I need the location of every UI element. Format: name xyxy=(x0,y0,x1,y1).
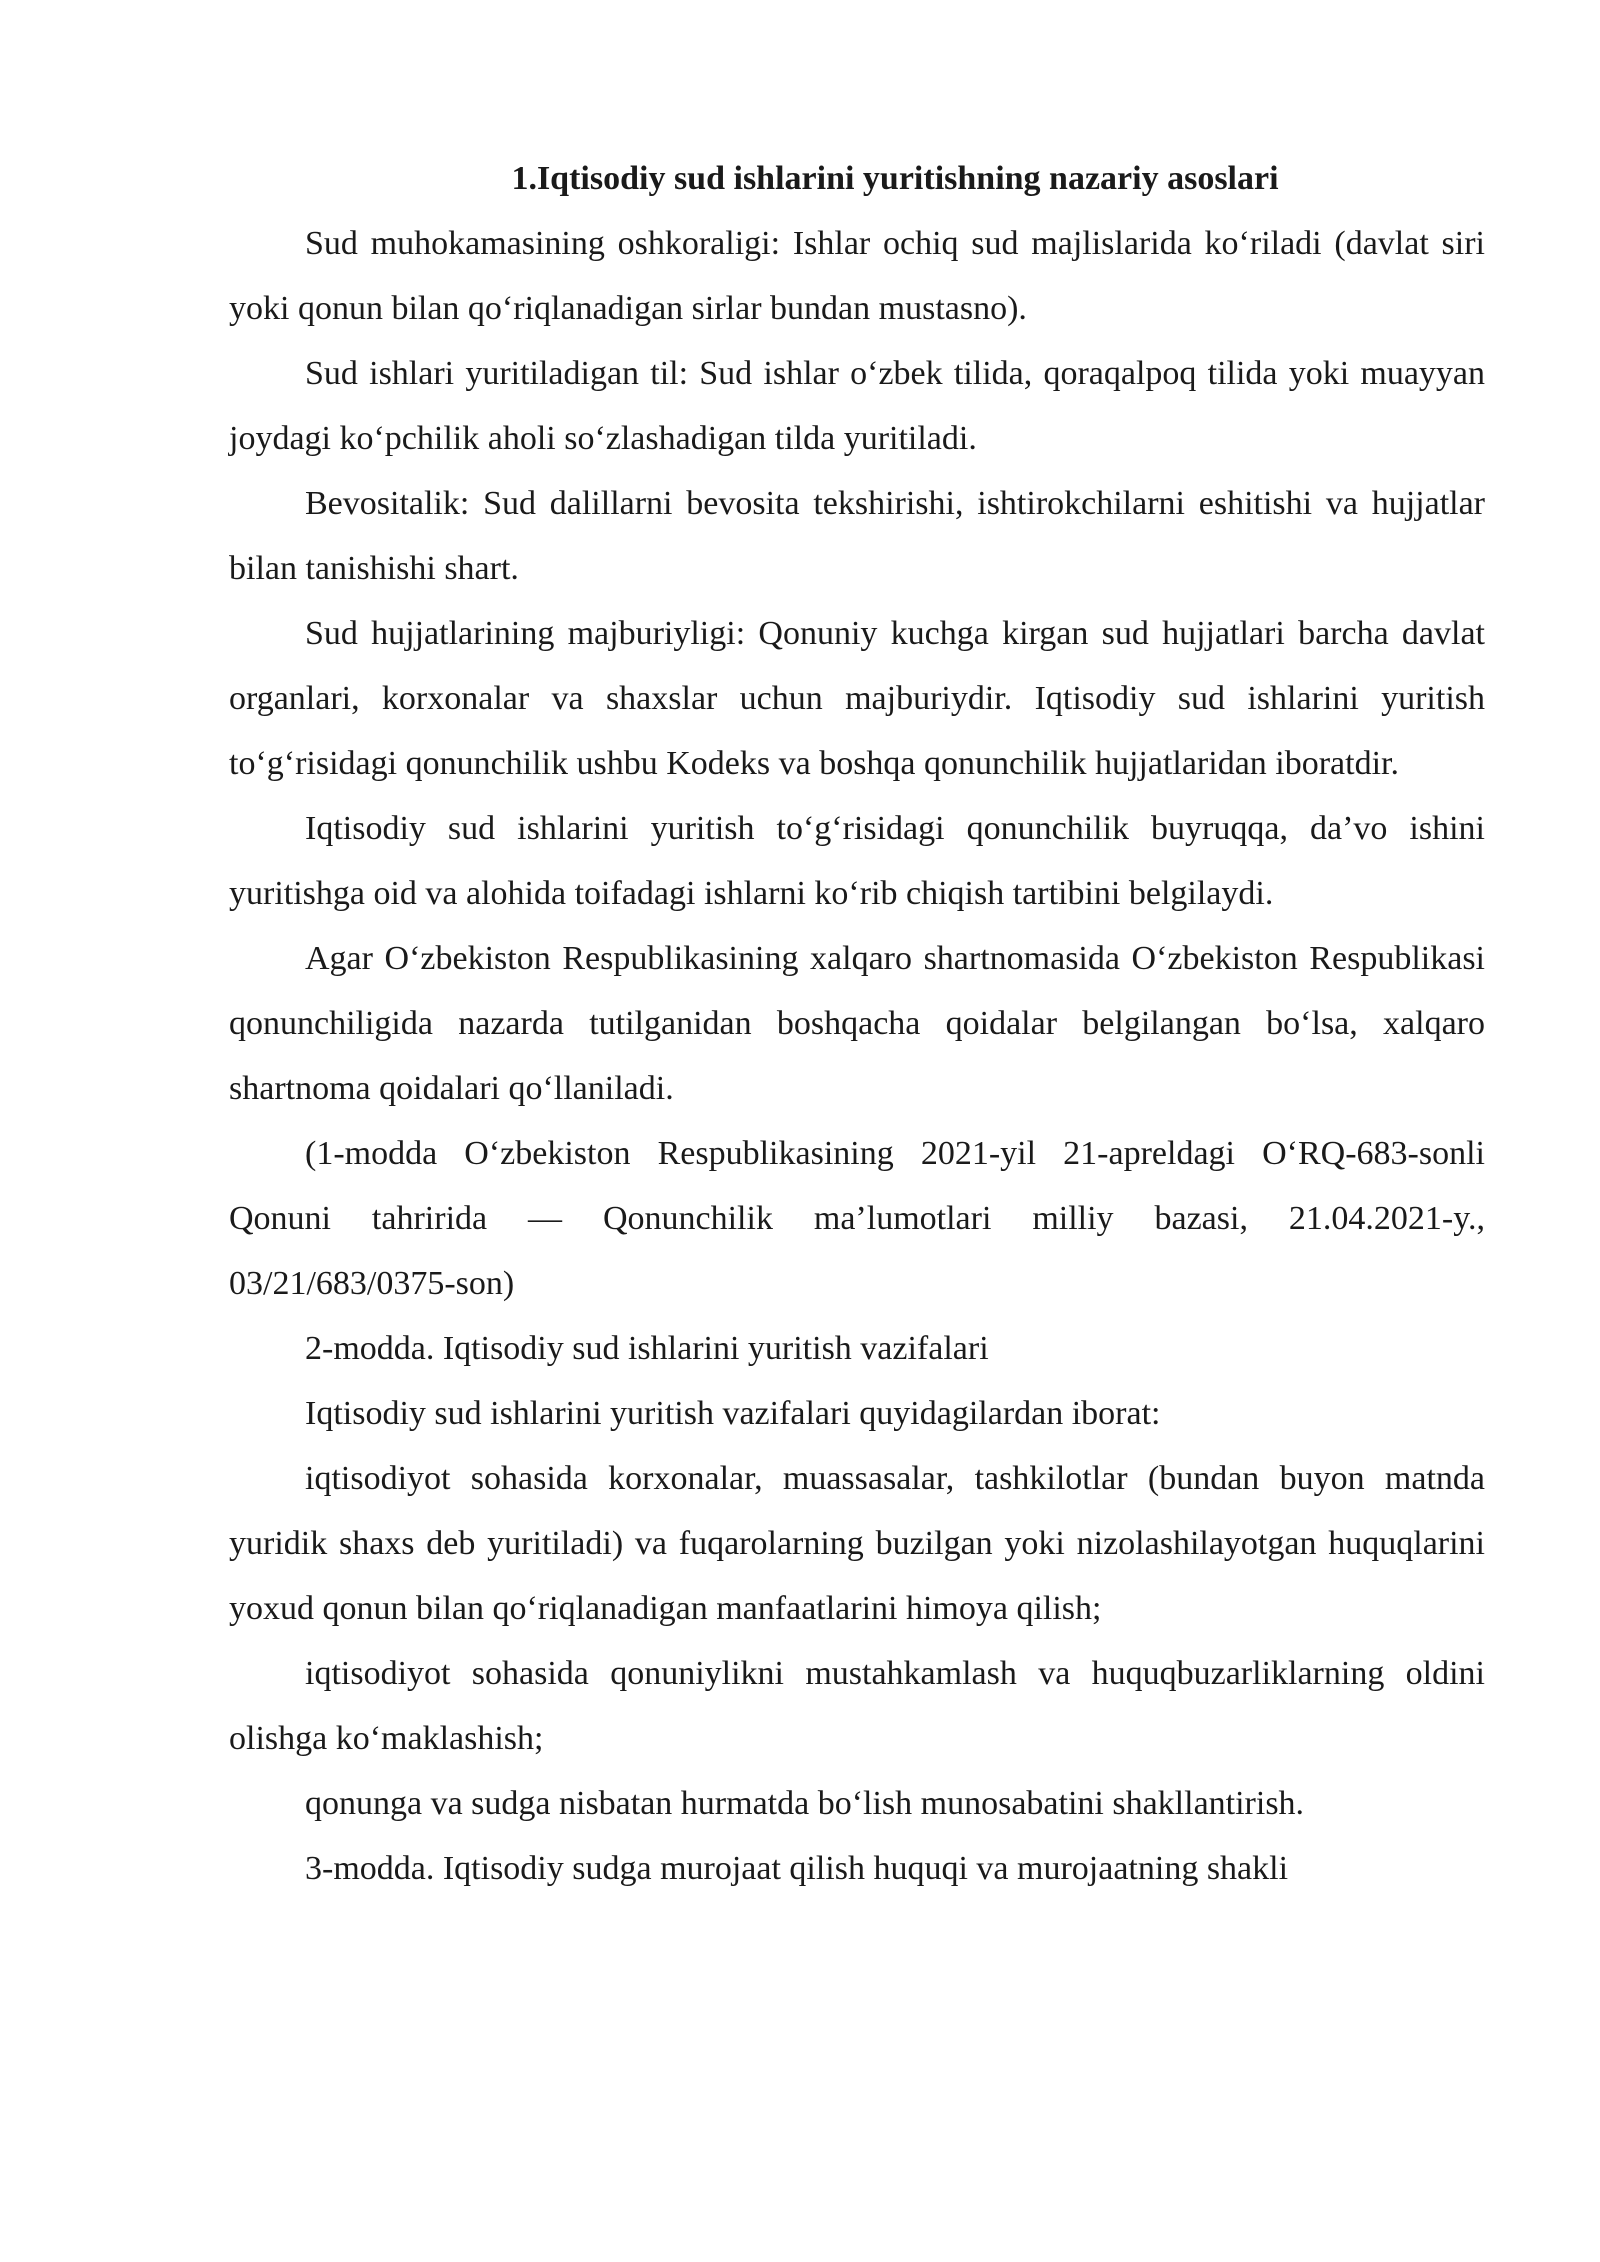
paragraph: Agar O‘zbekiston Respublikasining xalqaro shartnomasida O‘zbekiston Respublikasi qonunchiligida nazarda tutilganidan boshqacha qoidalar belgilangan bo‘lsa, xalqaro shartnoma qoidalari qo‘llaniladi. xyxy=(229,940,1485,1107)
document-title: 1.Iqtisodiy sud ishlarini yuritishning nazariy asoslari xyxy=(511,160,1279,197)
document-body xyxy=(229,146,1485,1901)
paragraph: Sud ishlari yuritiladigan til: Sud ishlar o‘zbek tilida, qoraqalpoq tilida yoki muayyan joydagi ko‘pchilik aholi so‘zlashadigan tilda yuritiladi. xyxy=(229,355,1485,457)
paragraph: Iqtisodiy sud ishlarini yuritish to‘g‘risidagi qonunchilik buyruqqa, da’vo ishini yuritishga oid va alohida toifadagi ishlarni ko‘rib chiqish tartibini belgilaydi. xyxy=(229,810,1485,912)
paragraph: Sud muhokamasining oshkoraligi: Ishlar ochiq sud majlislarida ko‘riladi (davlat siri yoki qonun bilan qo‘riqlanadigan sirlar bundan mustasno). xyxy=(229,225,1485,327)
paragraph: Bevositalik: Sud dalillarni bevosita tekshirishi, ishtirokchilarni eshitishi va hujjatlar bilan tanishishi shart. xyxy=(229,485,1485,587)
list-item: iqtisodiyot sohasida qonuniylikni mustahkamlash va huquqbuzarliklarning oldini olishga ko‘maklashish; xyxy=(229,1655,1485,1757)
article-heading: 2-modda. Iqtisodiy sud ishlarini yuritish vazifalari xyxy=(305,1330,989,1367)
paragraph: Sud hujjatlarining majburiyligi: Qonuniy kuchga kirgan sud hujjatlari barcha davlat organlari, korxonalar va shaxslar uchun majburiydir. Iqtisodiy sud ishlarini yuritish to‘g‘risidagi qonunchilik ushbu Kodeks va boshqa qonunchilik hujjatlaridan iboratdir. xyxy=(229,615,1485,782)
list-item: qonunga va sudga nisbatan hurmatda bo‘lish munosabatini shakllantirish. xyxy=(305,1785,1305,1822)
paragraph: (1-modda O‘zbekiston Respublikasining 2021-yil 21-apreldagi O‘RQ-683-sonli Qonuni tahririda — Qonunchilik ma’lumotlari milliy bazasi, 21.04.2021-y., 03/21/683/0375-son) xyxy=(229,1135,1485,1302)
list-item: iqtisodiyot sohasida korxonalar, muassasalar, tashkilotlar (bundan buyon matnda yuridik shaxs deb yuritiladi) va fuqarolarning buzilgan yoki nizolashilayotgan huquqlarini yoxud qonun bilan qo‘riqlanadigan manfaatlarini himoya qilish; xyxy=(229,1460,1485,1627)
paragraph: Iqtisodiy sud ishlarini yuritish vazifalari quyidagilardan iborat: xyxy=(305,1395,1161,1432)
article-heading: 3-modda. Iqtisodiy sudga murojaat qilish huquqi va murojaatning shakli xyxy=(305,1850,1289,1887)
